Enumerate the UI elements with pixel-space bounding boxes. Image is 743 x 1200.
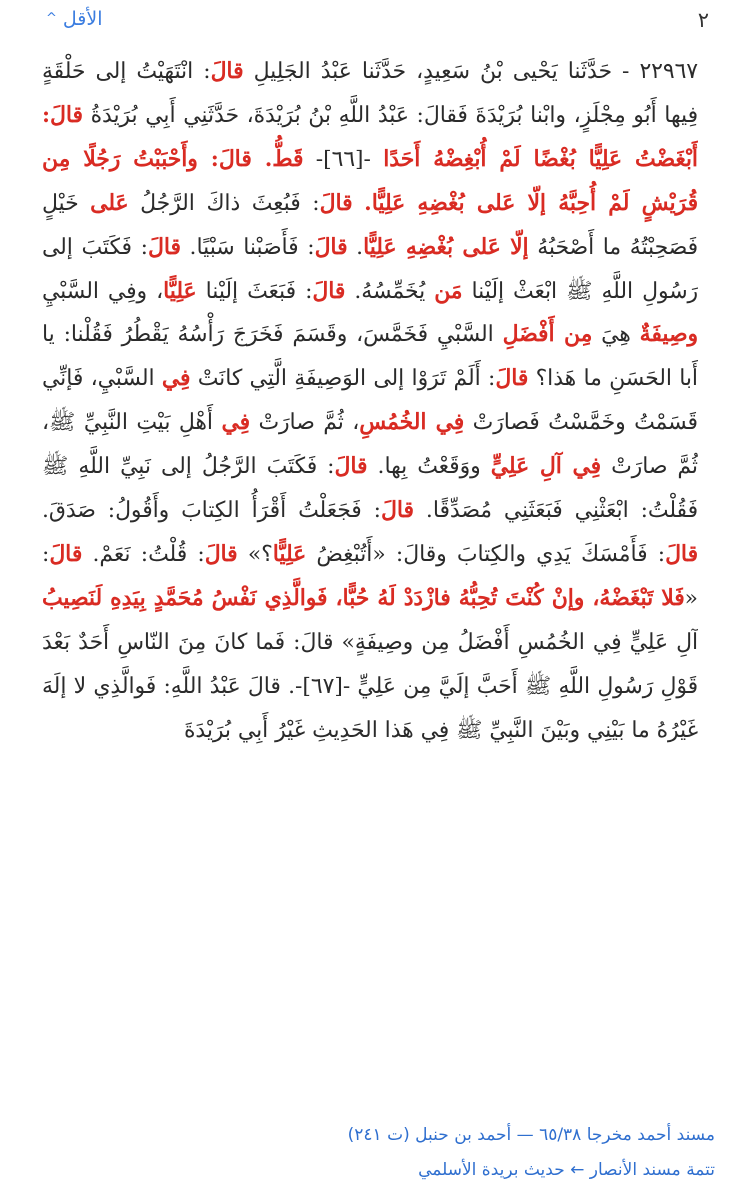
highlighted-text-segment: عَلى (90, 190, 129, 216)
text-segment: أَهْلِ بَيْتِ النَّبِيِّ ﷺ، ثُمَّ صارَتْ (42, 410, 698, 480)
text-segment: : فَكَتَبَ الرَّجُلُ إلى نَبِيِّ اللَّهِ ﷺ فَقُلْتُ: ابْعَثْنِي فَبَعَثَنِي مُصَدِّقًا. (42, 454, 698, 524)
highlighted-text-segment: وصِيفَةٌ (639, 322, 698, 348)
breadcrumb-arrow-icon: ← (570, 1160, 585, 1180)
text-segment: : قُلْتُ: نَعَمْ. (82, 541, 205, 567)
highlighted-text-segment: فِي (161, 366, 191, 392)
highlighted-text-segment: مَن (434, 278, 463, 304)
text-segment: هِيَ (592, 322, 640, 348)
text-segment: : فَبَعَثَ إلَيْنا (196, 278, 313, 304)
breadcrumb-parent[interactable]: تتمة مسند الأنصار (589, 1160, 715, 1180)
text-segment: : فَأَصَبْنا سَبْيًا. (180, 234, 315, 260)
highlighted-text-segment: قَطُّ. قالَ: وأَحْبَبْتُ رَجُلًا مِن قُرَيْشٍ لَمْ أُحِبَّهُ إلّا عَلى بُغْضِهِ عَلِيًّا. (42, 146, 698, 216)
highlighted-text-segment: فَلا تَبْغَضْهُ، وإنْ كُنْتَ تُحِبُّهُ فازْدَدْ لَهُ حُبًّا، فَوالَّذِي نَفْسُ مُحَمَّدٍ بِيَدِهِ لَنَصِيبُ (42, 585, 685, 611)
page-number: ٢ (697, 8, 709, 32)
collapse-label: الأقل (62, 8, 103, 30)
text-segment: ؟» (237, 541, 273, 567)
text-segment: : فَجَعَلْتُ أَقْرَأُ الكِتابَ وأَقُولُ: صَدَقَ. (42, 498, 382, 524)
highlighted-text-segment: مِن أَفْضَلِ (502, 322, 593, 348)
text-segment: : فَكَتَبَ إلى رَسُولِ اللَّهِ ﷺ ابْعَثْ إلَيْنا (42, 234, 698, 304)
highlighted-text-segment: عَلِيًّا (272, 541, 307, 567)
highlighted-text-segment: فِي (221, 410, 251, 436)
text-segment: ٢٢٩٦٧ - حَدَّثَنا يَحْيى بْنُ سَعِيدٍ، حَدَّثَنا عَبْدُ الجَلِيلِ (243, 59, 698, 84)
text-segment: . (347, 234, 364, 260)
text-segment: -[٦٦]- (303, 146, 384, 172)
hadith-text (42, 50, 698, 1090)
text-segment: آلِ عَلِيٍّ فِي الخُمُسِ أَفْضَلُ مِن وصِيفَةٍ» قالَ: فَما كانَ مِنَ النّاسِ أَحَدٌ بَعْدَ قَوْلِ رَسُولِ اللَّهِ ﷺ أَحَبَّ إلَيَّ مِن عَلِيٍّ -[٦٧]-. قالَ عَبْدُ اللَّهِ: فَوالَّذِي لا إلَهَ غَيْرُهُ ما بَيْنِي وبَيْنَ النَّبِيِّ ﷺ فِي هَذا الحَدِيثِ غَيْرُ أَبِي بُرَيْدَةَ (42, 629, 698, 743)
text-segment: : « (42, 541, 698, 611)
chevron-up-icon: ^ (46, 11, 57, 26)
highlighted-text-segment: قالَ (319, 190, 353, 216)
text-segment: ، ثُمَّ صارَتْ (250, 410, 360, 436)
text-segment: : انْتَهَيْتُ إلى حَلْقَةٍ فِيها أَبُو مِجْلَزٍ، وابْنا بُرَيْدَةَ فَقالَ: عَبْدُ اللَّهِ بْنُ بُرَيْدَةَ، حَدَّثَنِي أَبِي بُرَيْدَةُ (42, 59, 698, 128)
text-segment: ووَقَعْتُ بِها. (367, 454, 491, 480)
highlighted-text-segment: قالَ (495, 366, 529, 392)
source-link[interactable]: مسند أحمد مخرجا ٦٥/٣٨ — أحمد بن حنبل (ت ٢٤١) (347, 1125, 715, 1145)
text-segment: يُخَمِّسُهُ. (345, 278, 435, 304)
highlighted-text-segment: قالَ (312, 278, 346, 304)
text-segment (353, 191, 365, 216)
breadcrumb-current[interactable]: حديث بريدة الأسلمي (418, 1160, 565, 1180)
text-segment: : فَبُعِثَ ذاكَ الرَّجُلُ (128, 190, 320, 216)
highlighted-text-segment: عَلِيًّا (163, 278, 197, 304)
text-segment: ، وفِي السَّبْيِ (42, 278, 164, 304)
highlighted-text-segment: قالَ (210, 59, 244, 84)
top-bar (0, 6, 743, 38)
highlighted-text-segment: قالَ: أَبْغَضْتُ عَلِيًّا بُغْضًا لَمْ أُبْغِضْهُ أَحَدًا (42, 102, 698, 172)
text-segment: السَّبْيِ، فَإنِّي قَسَمْتُ وخَمَّسْتُ فَصارَتْ (42, 366, 698, 436)
collapse-button[interactable] (46, 8, 103, 30)
highlighted-text-segment: إلّا عَلى بُغْضِهِ عَلِيًّا (363, 234, 529, 260)
text-segment: خَيْلٍ فَصَحِبْتُهُ ما أَصْحَبُهُ (42, 190, 698, 260)
highlighted-text-segment: فِي الخُمُسِ (359, 410, 465, 436)
highlighted-text-segment: قالَ (665, 541, 698, 567)
text-segment: : فَأَمْسَكَ يَدِي والكِتابَ وقالَ: «أَتُبْغِضُ (306, 541, 666, 567)
highlighted-text-segment: قالَ (49, 541, 83, 567)
highlighted-text-segment: قالَ (204, 541, 238, 567)
highlighted-text-segment: قالَ (314, 234, 348, 260)
text-segment: : أَلَمْ تَرَوْا إلى الوَصِيفَةِ الَّتِي كانَتْ (190, 366, 496, 392)
text-segment: السَّبْيِ فَخَمَّسَ، وقَسَمَ فَخَرَجَ رَأْسُهُ يَقْطُرُ فَقُلْنا: يا أَبا الحَسَنِ ما هَذا؟ (42, 322, 698, 392)
highlighted-text-segment: قالَ (381, 498, 414, 524)
highlighted-text-segment: قالَ (147, 234, 181, 260)
highlighted-text-segment: فِي آلِ عَلِيٍّ (490, 454, 602, 480)
highlighted-text-segment: قالَ (334, 454, 368, 480)
